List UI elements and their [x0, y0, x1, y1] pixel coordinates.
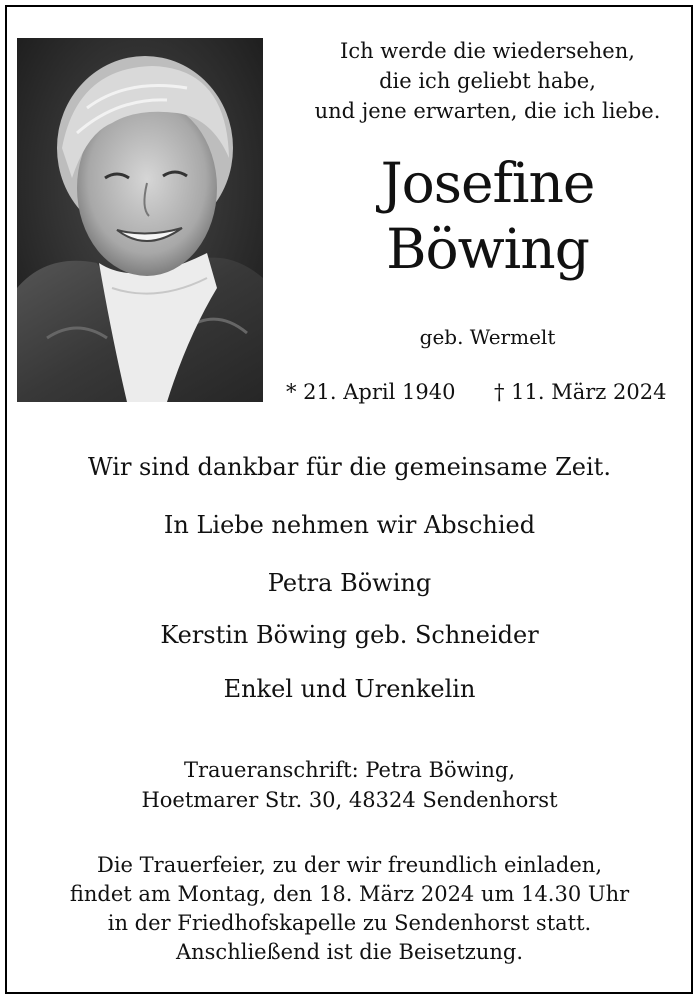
mourner-name: Petra Böwing [267, 569, 432, 597]
portrait-photo [17, 38, 263, 402]
maiden-name: geb. Wermelt [419, 325, 556, 349]
ceremony-line: Die Trauerfeier, zu der wir freundlich einladen, [97, 853, 602, 877]
quote-line: und jene erwarten, die ich liebe. [314, 99, 661, 123]
quote-line: Ich werde die wiedersehen, [340, 39, 635, 63]
farewell-line: In Liebe nehmen wir Abschied [163, 511, 536, 539]
birth-date: * 21. April 1940 [286, 380, 456, 404]
death-date: † 11. März 2024 [494, 380, 667, 404]
first-name: Josefine [380, 151, 595, 215]
gratitude-line: Wir sind dankbar für die gemeinsame Zeit. [88, 453, 611, 481]
address-line: Hoetmarer Str. 30, 48324 Sendenhorst [141, 788, 558, 812]
mourner-name: Enkel und Urenkelin [223, 675, 476, 703]
quote-block [295, 36, 680, 126]
ceremony-line: in der Friedhofskapelle zu Sendenhorst statt. [107, 911, 592, 935]
address-line: Traueranschrift: Petra Böwing, [183, 758, 516, 782]
mourner-name: Kerstin Böwing geb. Schneider [160, 621, 539, 649]
portrait-icon [17, 38, 263, 402]
ceremony-line: findet am Montag, den 18. März 2024 um 14.30 Uhr [69, 882, 630, 906]
ceremony-line: Anschließend ist die Beisetzung. [175, 940, 524, 964]
quote-line: die ich geliebt habe, [379, 69, 596, 93]
deceased-name [295, 150, 680, 282]
last-name: Böwing [386, 217, 589, 281]
